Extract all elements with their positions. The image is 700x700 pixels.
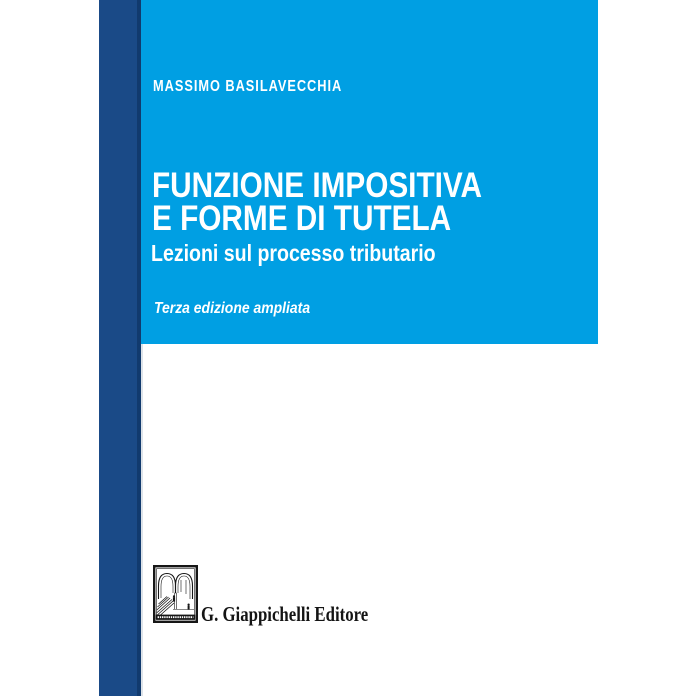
edition-note: Terza edizione ampliata — [154, 300, 311, 317]
title-line-2: E FORME DI TUTELA — [152, 199, 452, 238]
spine-bar — [99, 0, 141, 696]
author-name: MASSIMO BASILAVECCHIA — [153, 78, 343, 95]
publisher-name: G. Giappichelli Editore — [201, 602, 369, 626]
book-subtitle: Lezioni sul processo tributario — [151, 240, 436, 266]
spine-edge-line — [141, 344, 143, 696]
title-line-1: FUNZIONE IMPOSITIVA — [152, 166, 483, 205]
book-title — [152, 166, 483, 238]
giappichelli-archway-logo-icon — [153, 565, 198, 623]
title-panel — [141, 0, 598, 344]
